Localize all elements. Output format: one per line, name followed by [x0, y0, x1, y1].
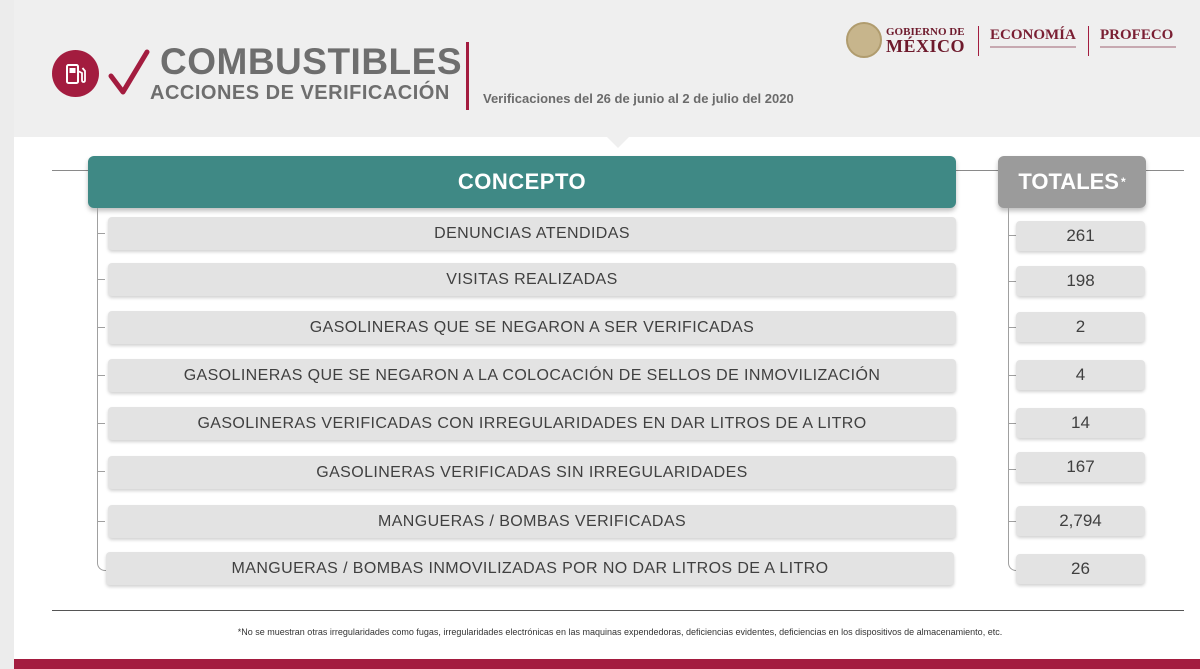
concept-row-label: GASOLINERAS QUE SE NEGARON A LA COLOCACIÓN DE SELLOS DE INMOVILIZACIÓN: [108, 359, 956, 392]
gov-logo-bottom: MÉXICO: [886, 36, 965, 56]
concept-column-header: [88, 156, 956, 208]
header-rule: [1146, 170, 1184, 171]
bracket-tick: [97, 327, 105, 328]
total-value: 2,794: [1016, 506, 1145, 536]
bracket-tick: [97, 279, 105, 280]
header-notch: [606, 136, 630, 148]
concept-row-label: MANGUERAS / BOMBAS VERIFICADAS: [108, 505, 956, 538]
checkmark-icon: [108, 48, 150, 98]
total-value: 198: [1016, 266, 1145, 296]
gov-logo-top: GOBIERNO DE: [886, 26, 965, 38]
concept-row-label: MANGUERAS / BOMBAS INMOVILIZADAS POR NO DAR LITROS DE A LITRO: [106, 552, 954, 585]
bracket-tick: [97, 233, 105, 234]
economia-logo-subline: [990, 46, 1076, 48]
profeco-logo: PROFECO: [1100, 27, 1174, 43]
bracket-tick: [97, 423, 105, 424]
footnote: *No se muestran otras irregularidades como fugas, irregularidades electrónicas en las maquinas expendedoras, deficiencias evidentes, deficiencias en los dispositivos de almacenamiento, etc.: [237, 627, 1003, 637]
page-title: COMBUSTIBLES: [160, 41, 462, 82]
total-value: 167: [1016, 452, 1145, 482]
logo-divider: [1088, 26, 1089, 56]
bracket-tick: [1008, 281, 1016, 282]
header-rule: [956, 170, 998, 171]
bracket-tick: [1008, 423, 1016, 424]
profeco-logo-subline: [1100, 46, 1176, 48]
bracket-tick: [1008, 521, 1016, 522]
bracket-tick: [1008, 375, 1016, 376]
date-range: Verificaciones del 26 de junio al 2 de julio del 2020: [483, 91, 794, 106]
bracket-tick: [1008, 235, 1016, 236]
logo-divider: [978, 26, 979, 56]
total-value: 14: [1016, 408, 1145, 438]
total-value: 4: [1016, 360, 1145, 390]
concept-header-label: CONCEPTO: [457, 169, 587, 194]
bracket-tick: [97, 375, 105, 376]
bottom-brand-bar: [14, 659, 1200, 669]
total-value: 261: [1016, 221, 1145, 251]
totals-header-label: TOTALES: [1018, 169, 1119, 194]
total-value: 2: [1016, 312, 1145, 342]
bracket-tick: [97, 471, 105, 472]
totals-column-header: [998, 156, 1146, 208]
coat-of-arms-icon: [846, 22, 882, 58]
header-rule: [52, 170, 88, 171]
fuel-pump-icon: [52, 50, 99, 97]
concept-row-label: GASOLINERAS VERIFICADAS CON IRREGULARIDADES EN DAR LITROS DE A LITRO: [108, 407, 956, 440]
title-divider: [466, 42, 469, 110]
concept-row-label: GASOLINERAS VERIFICADAS SIN IRREGULARIDADES: [108, 456, 956, 489]
totals-asterisk: *: [1120, 175, 1126, 189]
left-edge-strip: [0, 0, 14, 669]
concept-row-label: VISITAS REALIZADAS: [108, 263, 956, 296]
row-bracket-left: [97, 208, 108, 571]
footer-rule: [52, 610, 1184, 611]
concept-row-label: GASOLINERAS QUE SE NEGARON A SER VERIFICADAS: [108, 311, 956, 344]
page-subtitle: ACCIONES DE VERIFICACIÓN: [150, 82, 450, 104]
bracket-tick: [1008, 327, 1016, 328]
economia-logo: ECONOMÍA: [990, 27, 1076, 43]
total-value: 26: [1016, 554, 1145, 584]
bracket-tick: [97, 521, 105, 522]
concept-row-label: DENUNCIAS ATENDIDAS: [108, 217, 956, 250]
bracket-tick: [1008, 469, 1016, 470]
